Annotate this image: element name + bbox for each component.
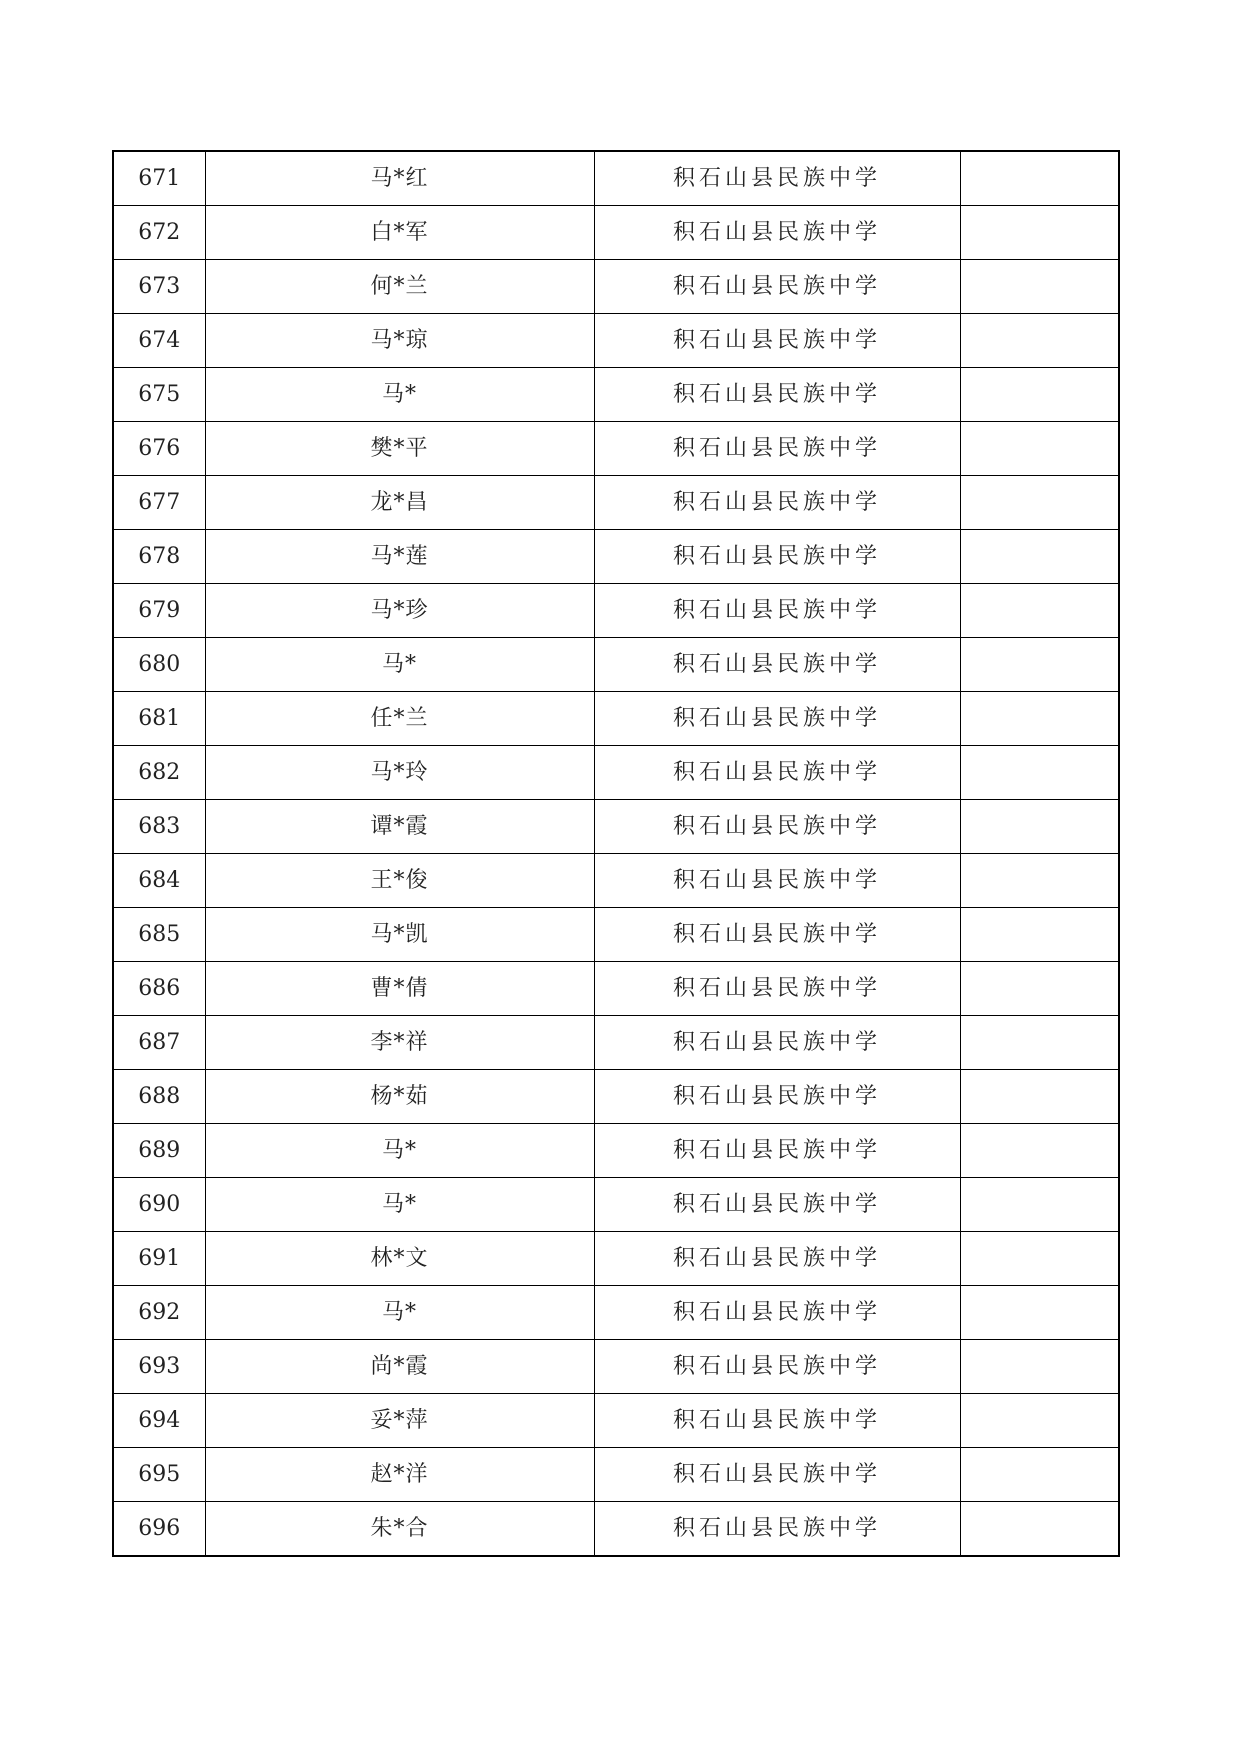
table-row xyxy=(113,206,1119,260)
table-row xyxy=(113,368,1119,422)
serial-number-cell: 681 xyxy=(113,692,205,746)
name-cell: 马* xyxy=(205,1124,594,1178)
note-cell xyxy=(960,530,1119,584)
table-row xyxy=(113,746,1119,800)
school-cell: 积石山县民族中学 xyxy=(594,908,960,962)
note-cell xyxy=(960,206,1119,260)
serial-number-cell: 687 xyxy=(113,1016,205,1070)
serial-number-cell: 684 xyxy=(113,854,205,908)
table-row xyxy=(113,1448,1119,1502)
note-cell xyxy=(960,1448,1119,1502)
note-cell xyxy=(960,800,1119,854)
school-cell: 积石山县民族中学 xyxy=(594,854,960,908)
serial-number-cell: 677 xyxy=(113,476,205,530)
table-row xyxy=(113,151,1119,206)
school-cell: 积石山县民族中学 xyxy=(594,314,960,368)
roster-table-body xyxy=(113,151,1119,1556)
serial-number-cell: 675 xyxy=(113,368,205,422)
name-cell: 任*兰 xyxy=(205,692,594,746)
school-cell: 积石山县民族中学 xyxy=(594,422,960,476)
note-cell xyxy=(960,908,1119,962)
table-row xyxy=(113,1340,1119,1394)
table-row xyxy=(113,800,1119,854)
serial-number-cell: 678 xyxy=(113,530,205,584)
school-cell: 积石山县民族中学 xyxy=(594,1286,960,1340)
serial-number-cell: 673 xyxy=(113,260,205,314)
name-cell: 樊*平 xyxy=(205,422,594,476)
school-cell: 积石山县民族中学 xyxy=(594,1016,960,1070)
name-cell: 马*凯 xyxy=(205,908,594,962)
serial-number-cell: 693 xyxy=(113,1340,205,1394)
school-cell: 积石山县民族中学 xyxy=(594,530,960,584)
serial-number-cell: 689 xyxy=(113,1124,205,1178)
school-cell: 积石山县民族中学 xyxy=(594,476,960,530)
school-cell: 积石山县民族中学 xyxy=(594,638,960,692)
school-cell: 积石山县民族中学 xyxy=(594,584,960,638)
name-cell: 白*军 xyxy=(205,206,594,260)
note-cell xyxy=(960,584,1119,638)
serial-number-cell: 683 xyxy=(113,800,205,854)
note-cell xyxy=(960,638,1119,692)
table-row xyxy=(113,1178,1119,1232)
table-row xyxy=(113,530,1119,584)
serial-number-cell: 695 xyxy=(113,1448,205,1502)
serial-number-cell: 674 xyxy=(113,314,205,368)
name-cell: 尚*霞 xyxy=(205,1340,594,1394)
serial-number-cell: 691 xyxy=(113,1232,205,1286)
serial-number-cell: 685 xyxy=(113,908,205,962)
school-cell: 积石山县民族中学 xyxy=(594,1232,960,1286)
school-cell: 积石山县民族中学 xyxy=(594,368,960,422)
serial-number-cell: 680 xyxy=(113,638,205,692)
name-cell: 马*莲 xyxy=(205,530,594,584)
school-cell: 积石山县民族中学 xyxy=(594,746,960,800)
serial-number-cell: 672 xyxy=(113,206,205,260)
note-cell xyxy=(960,1340,1119,1394)
name-cell: 马* xyxy=(205,368,594,422)
serial-number-cell: 682 xyxy=(113,746,205,800)
table-row xyxy=(113,1502,1119,1557)
serial-number-cell: 679 xyxy=(113,584,205,638)
name-cell: 林*文 xyxy=(205,1232,594,1286)
note-cell xyxy=(960,854,1119,908)
note-cell xyxy=(960,1124,1119,1178)
table-row xyxy=(113,854,1119,908)
name-cell: 谭*霞 xyxy=(205,800,594,854)
table-row xyxy=(113,476,1119,530)
name-cell: 曹*倩 xyxy=(205,962,594,1016)
note-cell xyxy=(960,1016,1119,1070)
serial-number-cell: 694 xyxy=(113,1394,205,1448)
school-cell: 积石山县民族中学 xyxy=(594,1070,960,1124)
name-cell: 王*俊 xyxy=(205,854,594,908)
note-cell xyxy=(960,476,1119,530)
name-cell: 赵*洋 xyxy=(205,1448,594,1502)
name-cell: 马*玲 xyxy=(205,746,594,800)
name-cell: 马* xyxy=(205,638,594,692)
school-cell: 积石山县民族中学 xyxy=(594,1340,960,1394)
note-cell xyxy=(960,260,1119,314)
table-row xyxy=(113,1286,1119,1340)
note-cell xyxy=(960,151,1119,206)
name-cell: 马* xyxy=(205,1178,594,1232)
name-cell: 朱*合 xyxy=(205,1502,594,1557)
school-cell: 积石山县民族中学 xyxy=(594,1502,960,1557)
roster-table xyxy=(112,150,1120,1557)
school-cell: 积石山县民族中学 xyxy=(594,962,960,1016)
name-cell: 马*红 xyxy=(205,151,594,206)
table-row xyxy=(113,638,1119,692)
table-row xyxy=(113,422,1119,476)
school-cell: 积石山县民族中学 xyxy=(594,260,960,314)
table-row xyxy=(113,1394,1119,1448)
serial-number-cell: 692 xyxy=(113,1286,205,1340)
school-cell: 积石山县民族中学 xyxy=(594,1448,960,1502)
school-cell: 积石山县民族中学 xyxy=(594,206,960,260)
table-row xyxy=(113,1016,1119,1070)
serial-number-cell: 686 xyxy=(113,962,205,1016)
note-cell xyxy=(960,1286,1119,1340)
table-row xyxy=(113,314,1119,368)
note-cell xyxy=(960,746,1119,800)
note-cell xyxy=(960,1502,1119,1557)
serial-number-cell: 696 xyxy=(113,1502,205,1557)
table-row xyxy=(113,962,1119,1016)
table-row xyxy=(113,692,1119,746)
name-cell: 杨*茹 xyxy=(205,1070,594,1124)
table-row xyxy=(113,1070,1119,1124)
table-row xyxy=(113,1232,1119,1286)
name-cell: 马*珍 xyxy=(205,584,594,638)
note-cell xyxy=(960,422,1119,476)
school-cell: 积石山县民族中学 xyxy=(594,692,960,746)
note-cell xyxy=(960,692,1119,746)
name-cell: 李*祥 xyxy=(205,1016,594,1070)
school-cell: 积石山县民族中学 xyxy=(594,1394,960,1448)
table-row xyxy=(113,1124,1119,1178)
name-cell: 龙*昌 xyxy=(205,476,594,530)
serial-number-cell: 690 xyxy=(113,1178,205,1232)
table-row xyxy=(113,908,1119,962)
table-row xyxy=(113,584,1119,638)
serial-number-cell: 676 xyxy=(113,422,205,476)
school-cell: 积石山县民族中学 xyxy=(594,800,960,854)
note-cell xyxy=(960,1232,1119,1286)
table-row xyxy=(113,260,1119,314)
note-cell xyxy=(960,962,1119,1016)
note-cell xyxy=(960,1070,1119,1124)
name-cell: 妥*萍 xyxy=(205,1394,594,1448)
note-cell xyxy=(960,1178,1119,1232)
note-cell xyxy=(960,368,1119,422)
school-cell: 积石山县民族中学 xyxy=(594,151,960,206)
school-cell: 积石山县民族中学 xyxy=(594,1178,960,1232)
name-cell: 何*兰 xyxy=(205,260,594,314)
serial-number-cell: 688 xyxy=(113,1070,205,1124)
name-cell: 马*琼 xyxy=(205,314,594,368)
note-cell xyxy=(960,1394,1119,1448)
name-cell: 马* xyxy=(205,1286,594,1340)
serial-number-cell: 671 xyxy=(113,151,205,206)
note-cell xyxy=(960,314,1119,368)
school-cell: 积石山县民族中学 xyxy=(594,1124,960,1178)
